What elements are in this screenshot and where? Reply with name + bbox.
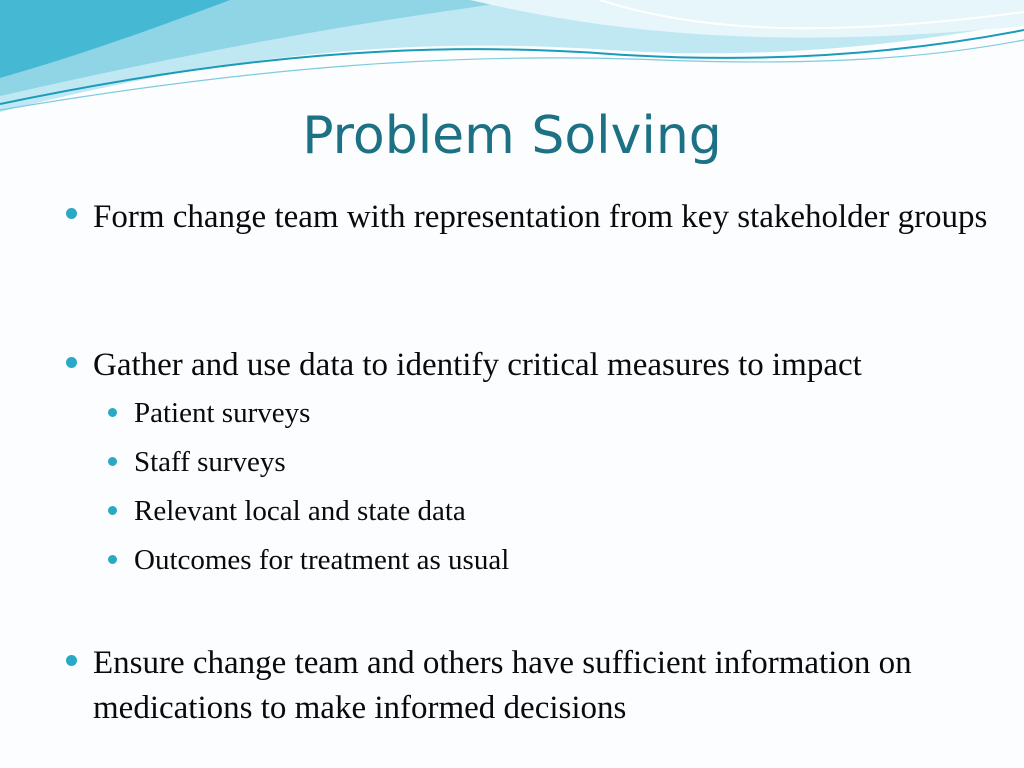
bullet-dot-icon bbox=[66, 208, 77, 219]
bullet-item: Ensure change team and others have sufficient information on medications to make informed decisions bbox=[93, 645, 912, 726]
sub-bullet-dot-icon bbox=[108, 408, 117, 417]
bullet-item: Gather and use data to identify critical measures to impact bbox=[93, 347, 862, 383]
bullet-item: Form change team with representation from key stakeholder groups bbox=[93, 199, 988, 235]
sub-bullet-dot-icon bbox=[108, 457, 117, 466]
sub-bullet-dot-icon bbox=[108, 555, 117, 564]
bullet-dot-icon bbox=[66, 655, 77, 666]
sub-bullet-item: Staff surveys bbox=[134, 446, 286, 478]
sub-bullet-dot-icon bbox=[108, 506, 117, 515]
sub-bullet-item: Relevant local and state data bbox=[134, 495, 466, 527]
sub-bullet-item: Outcomes for treatment as usual bbox=[134, 544, 510, 576]
bullet-dot-icon bbox=[66, 357, 77, 368]
sub-bullet-item: Patient surveys bbox=[134, 397, 311, 429]
slide-title: Problem Solving bbox=[302, 106, 722, 166]
